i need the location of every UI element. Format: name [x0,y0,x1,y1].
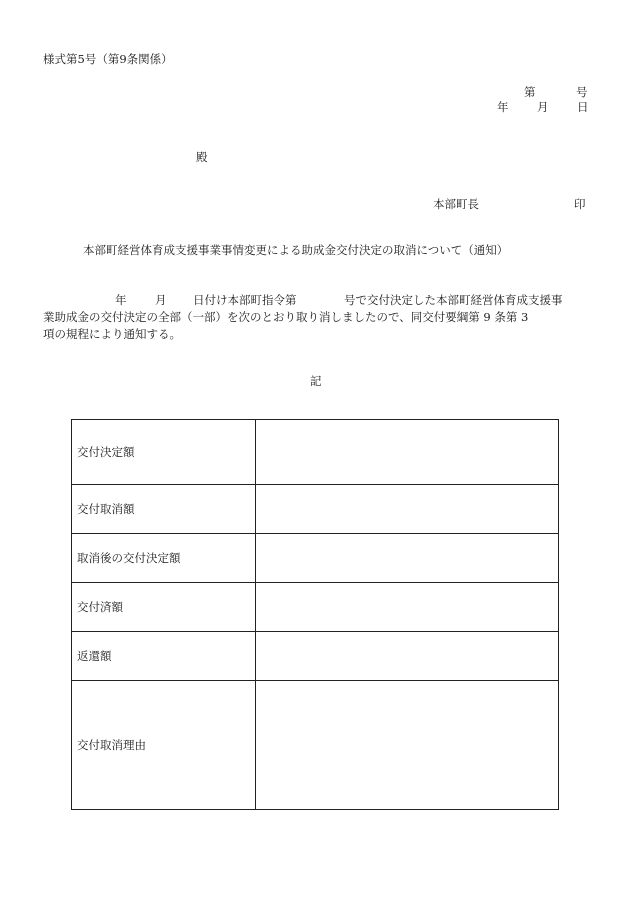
body-line-1-rest: 号で交付決定した本部町経営体育成支援事 [344,293,563,307]
row-label: 取消後の交付決定額 [72,534,256,583]
body-line-2: 業助成金の交付決定の全部（一部）を次のとおり取り消しましたので、同交付要綱第 9 条第 3 [43,310,529,324]
issue-date-day: 日 [577,100,589,114]
ki-heading: 記 [310,374,322,388]
table-row [72,632,559,681]
row-label: 交付取消額 [72,485,256,534]
row-label: 交付取消理由 [72,681,256,810]
notice-body-line [43,326,589,343]
issue-date-year: 年 [497,100,509,114]
issue-date-month: 月 [537,100,549,114]
table-row [72,583,559,632]
document-number-suffix: 号 [576,85,588,99]
row-label: 交付決定額 [72,420,256,485]
body-line-3: 項の規程により通知する。 [43,327,181,341]
issuer-title: 本部町長 [433,197,479,211]
row-value [256,632,559,681]
body-date-year: 年 [115,293,127,307]
table-row [72,485,559,534]
document-number-prefix: 第 [524,85,536,99]
form-label: 様式第5号（第9条関係） [43,52,173,66]
row-value [256,583,559,632]
row-value [256,485,559,534]
table-row [72,420,559,485]
issuer-line [433,196,589,210]
seal-mark: 印 [574,197,586,211]
row-value [256,681,559,810]
addressee-suffix: 殿 [196,150,208,164]
cancellation-details-table [71,419,559,810]
notice-body [43,292,589,343]
document-title: 本部町経営体育成支援事業事情変更による助成金交付決定の取消について（通知） [83,243,509,257]
body-directive-reference: 日付け本部町指令第 [193,293,297,307]
table-row [72,534,559,583]
body-date-month: 月 [155,293,167,307]
row-value [256,420,559,485]
notice-body-line [43,309,589,326]
notice-body-line [43,292,589,309]
row-label: 返還額 [72,632,256,681]
table-row [72,681,559,810]
document-number-line [524,84,588,98]
issue-date-line [497,99,589,113]
row-label: 交付済額 [72,583,256,632]
row-value [256,534,559,583]
